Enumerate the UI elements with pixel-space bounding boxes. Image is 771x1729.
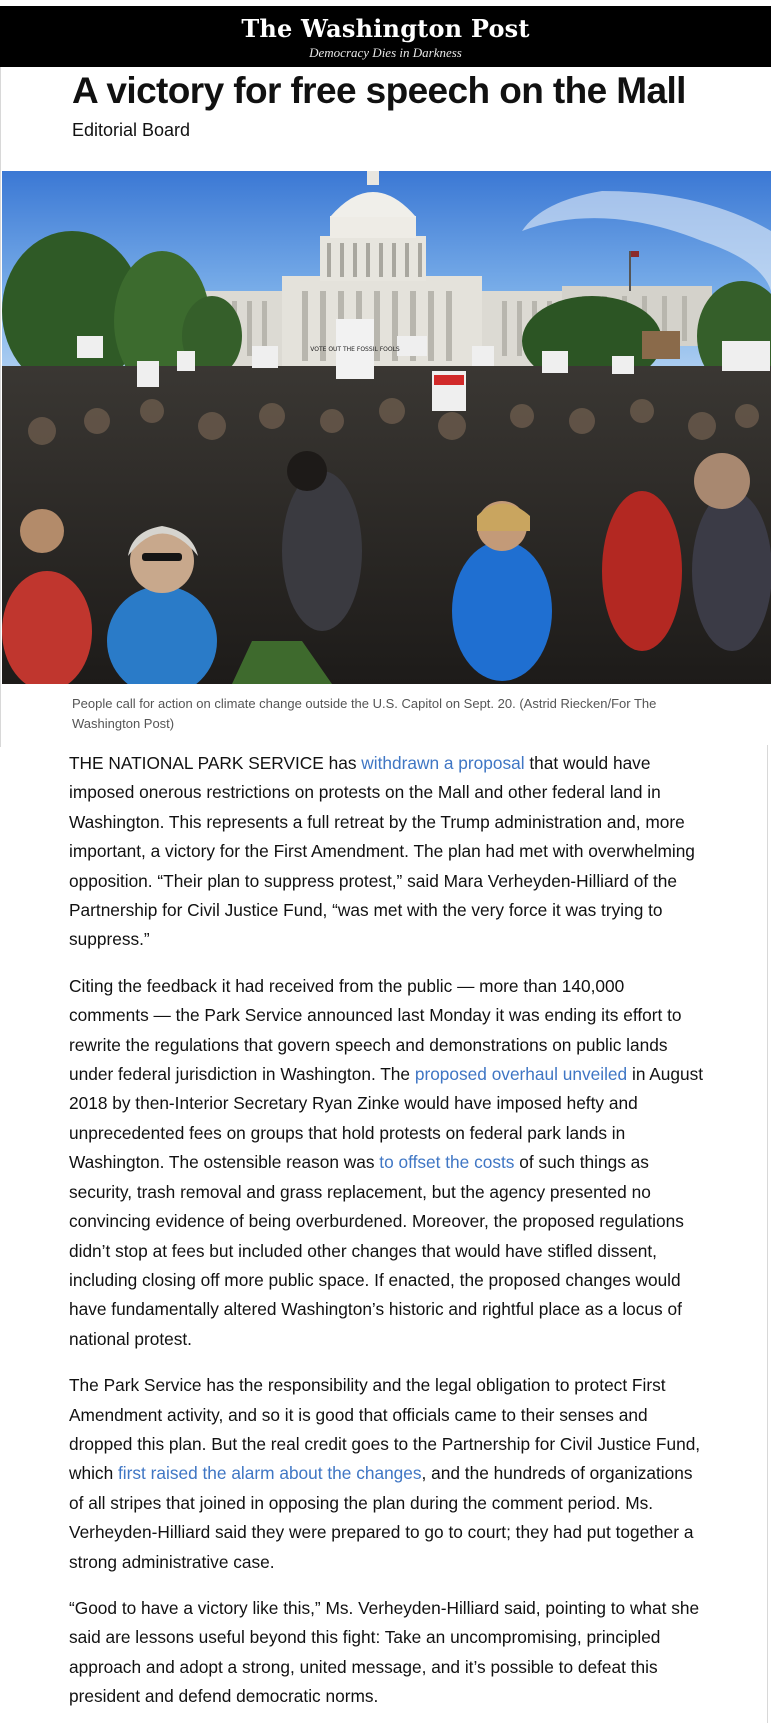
person-blue-shirt [452, 541, 552, 681]
paragraph-text: “Good to have a victory like this,” Ms. Verheyden-Hilliard said, pointing to what she said are lessons useful beyond this fight: Take an uncompromising, principled approach and adopt a strong, united message, and it’s possible to defeat this president and defend democratic norms. [69, 1597, 700, 1707]
person-red-jacket [602, 491, 682, 651]
article-paragraph [69, 1594, 705, 1712]
paragraph-text: The Park Service has the responsibility and the legal obligation to protect First Amendment activity, and so it is good that officials came to their senses and dropped this plan. But the real credit goes to the Partnership for Civil Justice Fund, which [69, 1375, 701, 1484]
paragraph-text: that would have imposed onerous restrictions on protests on the Mall and other federal land in Washington. This represents a full retreat by the Trump administration and, more important, a victory for the First Amendment. The plan had met with overwhelming opposition. “Their plan to suppress protest,” said Mara Verheyden-Hilliard of the Partnership for Civil Justice Fund, “was met with the very force it was trying to suppress.” [69, 753, 695, 950]
left-divider [0, 67, 1, 747]
article-headline: A victory for free speech on the Mall [72, 70, 686, 111]
article-paragraph [69, 749, 705, 955]
person-right-edge [692, 491, 771, 651]
photo-caption: People call for action on climate change outside the U.S. Capitol on Sept. 20. (Astrid Riecken/For The Washington Post) [72, 696, 657, 731]
protest-sign-board [642, 331, 680, 359]
paragraph-text: Citing the feedback it had received from the public — more than 140,000 comments — the Park Service announced last Monday it was ending its effort to rewrite the regulations that govern speech and demonstrations on public lands under federal jurisdiction in Washington. The [69, 975, 682, 1085]
flag [631, 251, 639, 257]
link-first-raised-alarm[interactable]: first raised the alarm about the changes [117, 1463, 422, 1484]
masthead [0, 6, 771, 67]
capitol-drum-lower [320, 236, 426, 281]
link-proposed-overhaul[interactable]: proposed overhaul unveiled [414, 1064, 628, 1085]
right-divider [767, 745, 768, 1723]
link-withdrawn-proposal[interactable]: withdrawn a proposal [361, 753, 525, 773]
article-byline[interactable]: Editorial Board [72, 120, 191, 140]
washington-post-logo[interactable]: The Washington Post [241, 14, 530, 43]
flag-pole [629, 251, 631, 291]
paragraph-text: THE NATIONAL PARK SERVICE has [69, 753, 362, 773]
capitol-drum-upper [330, 216, 416, 238]
article-paragraph [69, 1371, 705, 1577]
paragraph-text: of such things as security, trash removal and grass replacement, but the agency presented no convincing evidence of being overburdened. Moreover, the proposed regulations didn’t stop at fees but included other changes that would have stifled dissent, including closing off more public space. If enacted, the proposed changes would have fundamentally altered Washington’s historic and rightful place as a locus of national protest. [69, 1152, 684, 1349]
capitol-lantern [367, 171, 379, 185]
article-body [69, 749, 705, 1729]
paragraph-text: , and the hundreds of organizations of all stripes that joined in opposing the plan during the comment period. Ms. Verheyden-Hilliard said they were prepared to go to court; they had put together a strong administrative case. [69, 1463, 694, 1572]
article-paragraph [69, 972, 705, 1354]
link-offset-costs[interactable]: to offset the costs [379, 1152, 515, 1173]
protest-sign-text: VOTE OUT THE FOSSIL FOOLS [310, 346, 400, 353]
masthead-tagline: Democracy Dies in Darkness [309, 45, 462, 60]
paragraph-text: in August 2018 by then-Interior Secretary Ryan Zinke would have imposed hefty and unprecedented fees on groups that hold protests on federal park lands in Washington. The ostensible reason was [69, 1064, 704, 1173]
person-backpack-wearer [282, 471, 362, 631]
article-photo [2, 171, 771, 684]
